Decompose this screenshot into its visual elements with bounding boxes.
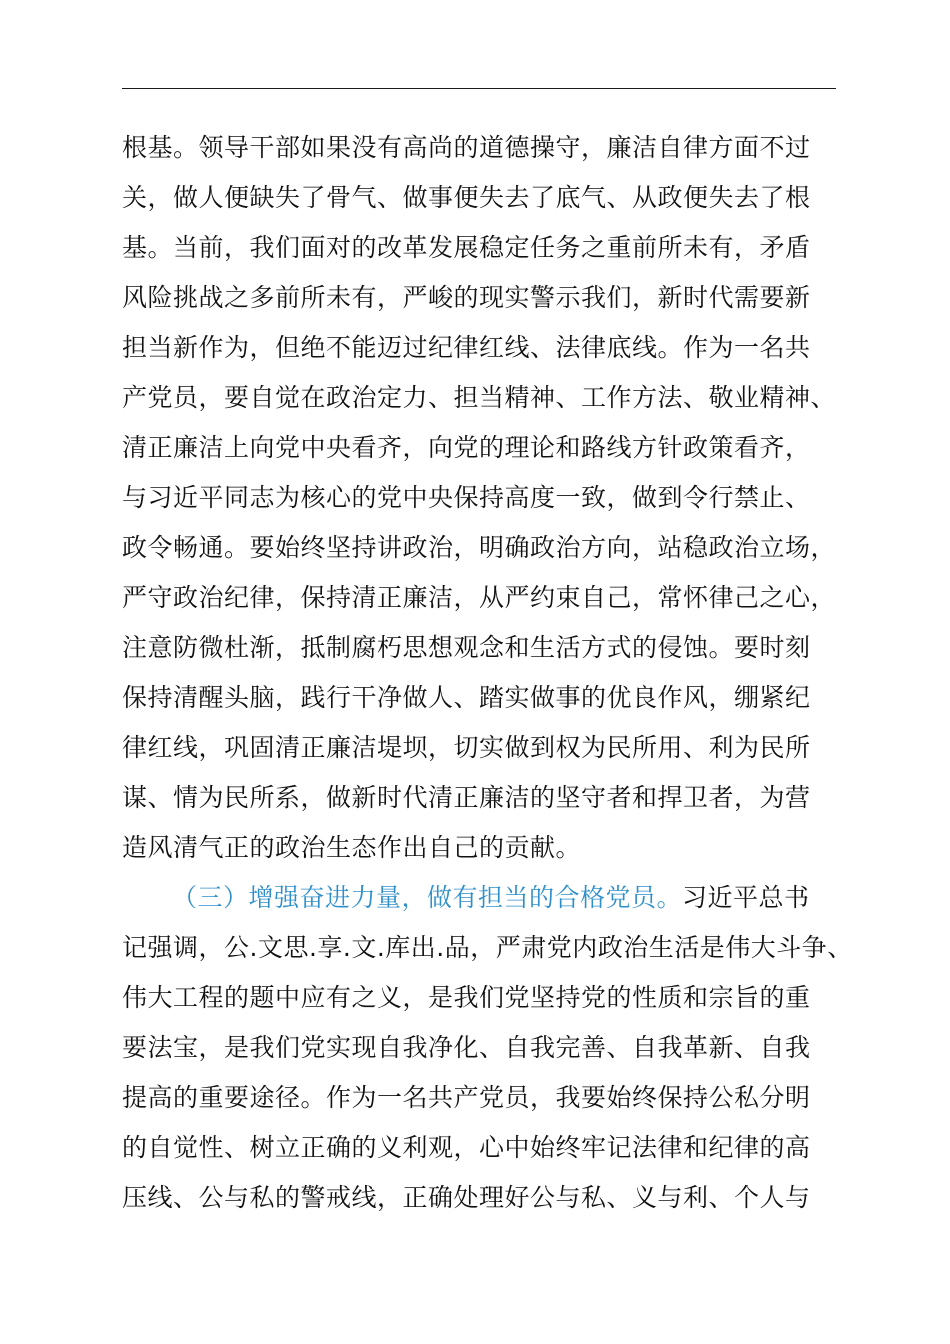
text-line: 压线、公与私的警戒线，正确处理好公与私、义与利、个人与 <box>122 1183 811 1212</box>
text-line: 记强调，公.文思.享.文.库出.品，严肃党内政治生活是伟大斗争、 <box>122 933 853 962</box>
text-line: 律红线，巩固清正廉洁堤坝，切实做到权为民所用、利为民所 <box>122 733 811 762</box>
text-line: 造风清气正的政治生态作出自己的贡献。 <box>122 833 582 862</box>
text-line: 风险挑战之多前所未有，严峻的现实警示我们，新时代需要新 <box>122 283 811 312</box>
section-heading-tail: 习近平总书 <box>682 883 810 912</box>
text-line: 严守政治纪律，保持清正廉洁，从严约束自己，常怀律己之心， <box>122 583 837 612</box>
text-line: 清正廉洁上向党中央看齐，向党的理论和路线方针政策看齐， <box>122 433 811 462</box>
text-line: 担当新作为，但绝不能迈过纪律红线、法律底线。作为一名共 <box>122 333 811 362</box>
section-heading: （三）增强奋进力量，做有担当的合格党员。 <box>172 883 683 912</box>
text-line: 伟大工程的题中应有之义，是我们党坚持党的性质和宗旨的重 <box>122 983 811 1012</box>
text-line: 根基。领导干部如果没有高尚的道德操守，廉洁自律方面不过 <box>122 133 811 162</box>
text-line: 政令畅通。要始终坚持讲政治，明确政治方向，站稳政治立场， <box>122 533 837 562</box>
text-line: 注意防微杜渐，抵制腐朽思想观念和生活方式的侵蚀。要时刻 <box>122 633 811 662</box>
text-line: 的自觉性、树立正确的义利观，心中始终牢记法律和纪律的高 <box>122 1133 811 1162</box>
text-line: 关，做人便缺失了骨气、做事便失去了底气、从政便失去了根 <box>122 183 811 212</box>
text-line: 保持清醒头脑，践行干净做人、踏实做事的优良作风，绷紧纪 <box>122 683 811 712</box>
text-line: 谋、情为民所系，做新时代清正廉洁的坚守者和捍卫者，为营 <box>122 783 811 812</box>
text-line: 与习近平同志为核心的党中央保持高度一致，做到令行禁止、 <box>122 483 811 512</box>
section-heading-line <box>172 883 810 913</box>
text-line: 基。当前，我们面对的改革发展稳定任务之重前所未有，矛盾 <box>122 233 811 262</box>
text-line: 产党员，要自觉在政治定力、担当精神、工作方法、敬业精神、 <box>122 383 837 412</box>
text-line: 提高的重要途径。作为一名共产党员，我要始终保持公私分明 <box>122 1083 811 1112</box>
text-line: 要法宝，是我们党实现自我净化、自我完善、自我革新、自我 <box>122 1033 811 1062</box>
